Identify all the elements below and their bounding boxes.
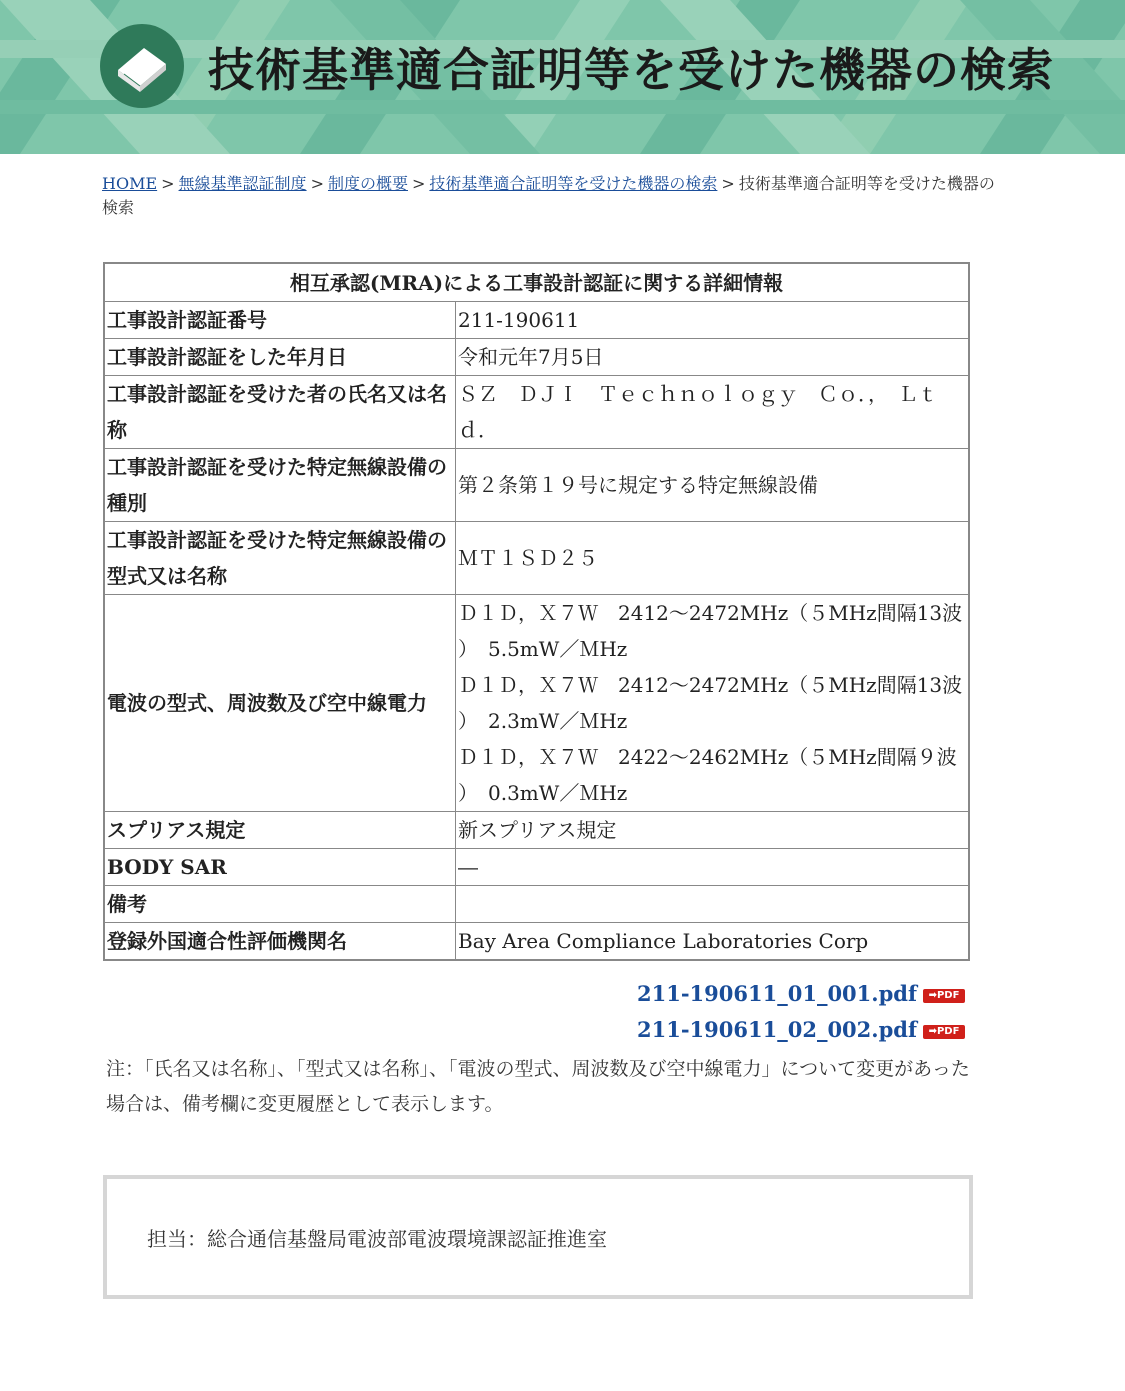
row-label: 登録外国適合性評価機関名 bbox=[104, 923, 456, 961]
value-line: 第２条第１９号に規定する特定無線設備 bbox=[458, 473, 818, 497]
value-line: ＭＴ１ＳＤ２５ bbox=[458, 546, 598, 570]
value-line: ｄ． bbox=[458, 418, 498, 442]
pdf-link[interactable] bbox=[637, 1012, 965, 1048]
row-value bbox=[456, 522, 970, 595]
pdf-filename[interactable]: 211-190611_01_001.pdf bbox=[637, 981, 917, 1006]
table-row bbox=[104, 376, 969, 449]
row-value bbox=[456, 812, 970, 849]
value-line: 211-190611 bbox=[458, 308, 580, 332]
row-value bbox=[456, 449, 970, 522]
breadcrumb-certification-system[interactable]: 無線基準認証制度 bbox=[178, 174, 307, 193]
certification-detail-table bbox=[103, 262, 970, 961]
breadcrumb-current: 技術基準適合証明等を受けた機器の検索 bbox=[102, 174, 995, 217]
page-header bbox=[0, 0, 1125, 154]
change-history-note: 注：「氏名又は名称」、「型式又は名称」、「電波の型式、周波数及び空中線電力」について変更があった場合は、備考欄に変更履歴として表示します。 bbox=[106, 1058, 970, 1115]
table-header-row bbox=[104, 263, 969, 302]
attachment-list bbox=[637, 976, 965, 1048]
value-line: 令和元年7月5日 bbox=[458, 345, 604, 369]
value-line: ＳＺ ＤＪＩ Ｔｅｃｈｎｏｌｏｇｙ Ｃｏ．， Ｌｔ bbox=[458, 382, 938, 406]
table-row bbox=[104, 849, 969, 886]
row-value bbox=[456, 595, 970, 812]
pdf-icon: ➡PDF bbox=[923, 1025, 965, 1039]
table-row bbox=[104, 595, 969, 812]
page-title: 技術基準適合証明等を受けた機器の検索 bbox=[208, 43, 1054, 97]
breadcrumb-system-overview[interactable]: 制度の概要 bbox=[327, 174, 408, 193]
table-row bbox=[104, 812, 969, 849]
row-label: スプリアス規定 bbox=[104, 812, 456, 849]
row-label: 備考 bbox=[104, 886, 456, 923]
value-line: ） 5.5mW／ＭHz bbox=[458, 637, 628, 661]
value-line: ） 2.3mW／ＭHz bbox=[458, 709, 628, 733]
row-value bbox=[456, 302, 970, 339]
row-label: 電波の型式、周波数及び空中線電力 bbox=[104, 595, 456, 812]
breadcrumb-separator: > bbox=[721, 174, 735, 193]
table-row bbox=[104, 302, 969, 339]
pdf-icon: ➡PDF bbox=[923, 989, 965, 1003]
contact-text: 担当：総合通信基盤局電波部電波環境課認証推進室 bbox=[147, 1227, 607, 1251]
row-label: 工事設計認証をした年月日 bbox=[104, 339, 456, 376]
breadcrumb-home[interactable]: HOME bbox=[102, 174, 158, 193]
breadcrumb bbox=[102, 172, 1002, 220]
row-label: 工事設計認証を受けた特定無線設備の種別 bbox=[104, 449, 456, 522]
table-row bbox=[104, 886, 969, 923]
value-line: 新スプリアス規定 bbox=[458, 818, 617, 842]
contact-box bbox=[103, 1175, 973, 1299]
table-row bbox=[104, 449, 969, 522]
value-line: Ｄ１Ｄ，Ｘ７Ｗ 2412～2472MHz（５MHz間隔13波 bbox=[458, 601, 963, 625]
table-row bbox=[104, 339, 969, 376]
breadcrumb-device-search[interactable]: 技術基準適合証明等を受けた機器の検索 bbox=[429, 174, 718, 193]
pdf-link[interactable] bbox=[637, 976, 965, 1012]
table-caption: 相互承認(MRA)による工事設計認証に関する詳細情報 bbox=[104, 263, 969, 302]
book-icon bbox=[100, 24, 184, 108]
value-line: Ｄ１Ｄ，Ｘ７Ｗ 2412～2472MHz（５MHz間隔13波 bbox=[458, 673, 963, 697]
breadcrumb-separator: > bbox=[161, 174, 175, 193]
row-value bbox=[456, 923, 970, 961]
row-label: 工事設計認証を受けた者の氏名又は名称 bbox=[104, 376, 456, 449]
row-label: BODY SAR bbox=[104, 849, 456, 886]
table-row bbox=[104, 923, 969, 961]
row-label: 工事設計認証番号 bbox=[104, 302, 456, 339]
row-label: 工事設計認証を受けた特定無線設備の型式又は名称 bbox=[104, 522, 456, 595]
row-value bbox=[456, 886, 970, 923]
row-value bbox=[456, 376, 970, 449]
value-line: Bay Area Compliance Laboratories Corp bbox=[458, 929, 869, 953]
value-line: ― bbox=[458, 855, 478, 879]
table-row bbox=[104, 522, 969, 595]
row-value bbox=[456, 339, 970, 376]
pdf-filename[interactable]: 211-190611_02_002.pdf bbox=[637, 1017, 917, 1042]
breadcrumb-separator: > bbox=[411, 174, 426, 193]
value-line: Ｄ１Ｄ，Ｘ７Ｗ 2422～2462MHz（５MHz間隔９波 bbox=[458, 745, 957, 769]
breadcrumb-separator: > bbox=[310, 174, 324, 193]
row-value bbox=[456, 849, 970, 886]
value-line: ） 0.3mW／ＭHz bbox=[458, 781, 628, 805]
